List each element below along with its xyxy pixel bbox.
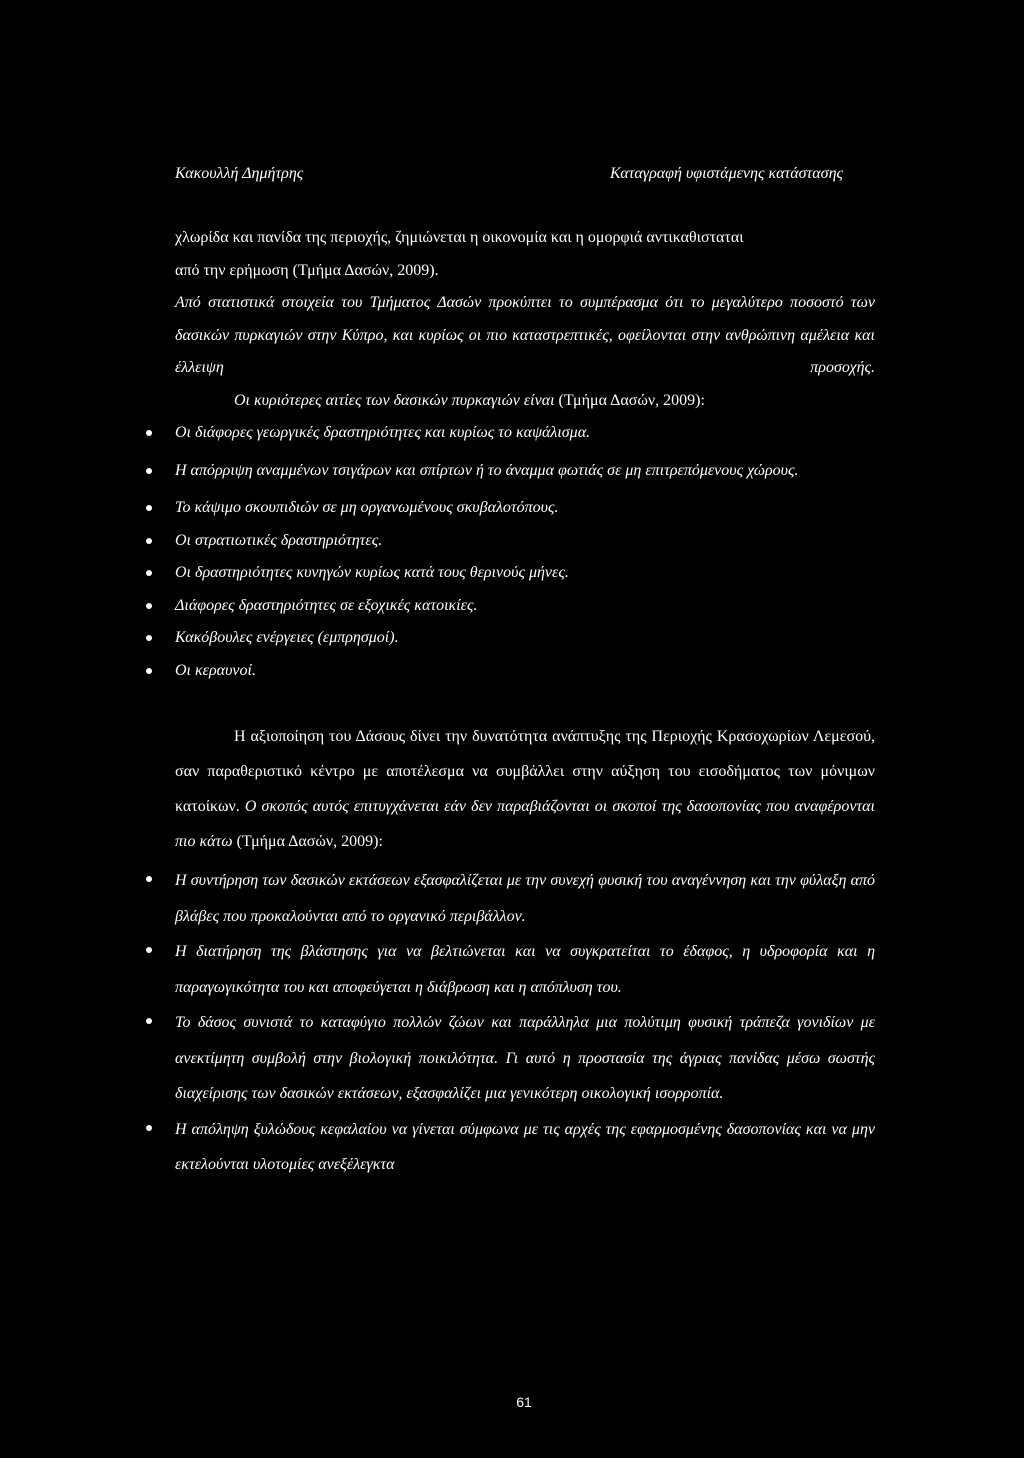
page-body <box>175 222 875 1183</box>
bullet-icon <box>146 570 152 576</box>
list-item-text: Το δάσος συνιστά το καταφύγιο πολλών ζώων και παράλληλα μια πολύτιμη φυσική τράπεζα γονιδίων με ανεκτίμητη συμβολή στην βιολογική ποικιλότητα. Γι αυτό η προστασία της άγριας πανίδας μέσω σωστής διαχείρισης των δασικών εκτάσεων, εξασφαλίζει μια γενικότερη οικολογική ισορροπία. <box>175 1014 875 1102</box>
list-item <box>175 525 875 558</box>
list-item-text: Οι διάφορες γεωργικές δραστηριότητες και κυρίως το καψάλισμα. <box>175 424 591 441</box>
development-paragraph <box>175 719 875 859</box>
causes-intro <box>175 385 875 418</box>
page-header <box>175 165 843 185</box>
list-item-text: Η απόληψη ξυλώδους κεφαλαίου να γίνεται σύμφωνα με τις αρχές της εφαρμοσμένης δασοπονίας και να μην εκτελούνται υλοτομίες ανεξέλεγκτα <box>175 1120 875 1173</box>
list-item-text: Οι στρατιωτικές δραστηριότητες. <box>175 531 383 549</box>
list-item-text: Η απόρριψη αναμμένων τσιγάρων και σπίρτων ή το άναμμα φωτιάς σε μη επιτρεπόμενους χώρους. <box>175 461 799 479</box>
bullet-icon <box>146 1018 152 1024</box>
list-item <box>175 492 875 525</box>
list-item-text: Η διατήρηση της βλάστησης για να βελτιώνεται και να συγκρατείται το έδαφος, η υδροφορία και η παραγωγικότητα του και αποφεύγεται η διάβρωση και η απόπλυση του. <box>175 943 875 996</box>
development-citation: (Τμήμα Δασών, 2009): <box>232 833 383 850</box>
list-item-text: Οι δραστηριότητες κυνηγών κυρίως κατά τους θερινούς μήνες. <box>175 564 569 581</box>
bullet-icon <box>146 947 152 953</box>
list-item <box>175 655 875 688</box>
list-item <box>175 934 875 1005</box>
list-item <box>175 622 875 655</box>
development-text: Η αξιοποίηση του Δάσους δίνει την δυνατότητα ανάπτυξης της Περιοχής Κρασοχωρίων Λεμεσού, σαν παραθεριστικό κέντρο με αποτέλεσμα να συμβάλλει στην αύξηση του εισοδήματος των μόνιμων κατοίκων. <box>175 728 875 815</box>
list-item <box>175 1112 875 1183</box>
paragraph-line: χλωρίδα και πανίδα της περιοχής, ζημιώνεται η οικονομία και η ομορφιά αντικαθισταται <box>175 229 744 246</box>
page-number: 61 <box>516 1394 532 1410</box>
header-author: Κακουλλή Δημήτρης <box>175 165 304 182</box>
list-item-text: Η συντήρηση των δασικών εκτάσεων εξασφαλίζεται με την συνεχή φυσική του αναγέννηση και την φύλαξη από βλάβες που προκαλούνται από το οργανικό περιβάλλον. <box>175 872 875 925</box>
list-item <box>175 557 875 590</box>
list-item-text: Το κάψιμο σκουπιδιών σε μη οργανωμένους σκυβαλοτόπους. <box>175 499 559 516</box>
list-item-text: Διάφορες δραστηριότητες σε εξοχικές κατοικίες. <box>175 596 478 614</box>
bullet-icon <box>146 1125 152 1131</box>
bullet-icon <box>146 635 152 641</box>
list-item <box>175 455 875 488</box>
header-section-title: Καταγραφή υφιστάμενης κατάστασης <box>610 165 843 182</box>
bullet-icon <box>146 876 152 882</box>
forestry-aims-list <box>175 863 875 1183</box>
bullet-icon <box>146 505 152 511</box>
list-item <box>175 863 875 934</box>
list-item-text: Κακόβουλες ενέργειες (εμπρησμοί). <box>175 629 399 646</box>
list-item <box>175 1005 875 1112</box>
list-item-text: Οι κεραυνοί. <box>175 661 256 679</box>
bullet-icon <box>146 538 152 544</box>
paragraph-line: από την ερήμωση (Τμήμα Δασών, 2009). <box>175 261 439 279</box>
causes-list <box>175 417 875 687</box>
bullet-icon <box>146 603 152 609</box>
bullet-icon <box>146 468 152 474</box>
causes-intro-italic: Οι κυριότερες αιτίες των δασικών πυρκαγιών είναι <box>234 391 555 409</box>
list-item <box>175 590 875 623</box>
development-italic-text: Ο σκοπός αυτός επιτυγχάνεται εάν δεν παραβιάζονται οι σκοποί της δασοπονίας που αναφέρονται πιο κάτω <box>175 798 875 850</box>
causes-intro-citation: (Τμήμα Δασών, 2009): <box>554 391 705 409</box>
bullet-icon <box>146 668 152 674</box>
bullet-icon <box>146 430 152 436</box>
list-item <box>175 417 875 450</box>
statistics-paragraph: Από στατιστικά στοιχεία του Τμήματος Δασών προκύπτει το συμπέρασμα ότι το μεγαλύτερο ποσοστό των δασικών πυρκαγιών στην Κύπρο, και κυρίως οι πιο καταστρεπτικές, οφείλονται στην ανθρώπινη αμέλεια και έλλειψη προσοχής. <box>175 294 875 376</box>
